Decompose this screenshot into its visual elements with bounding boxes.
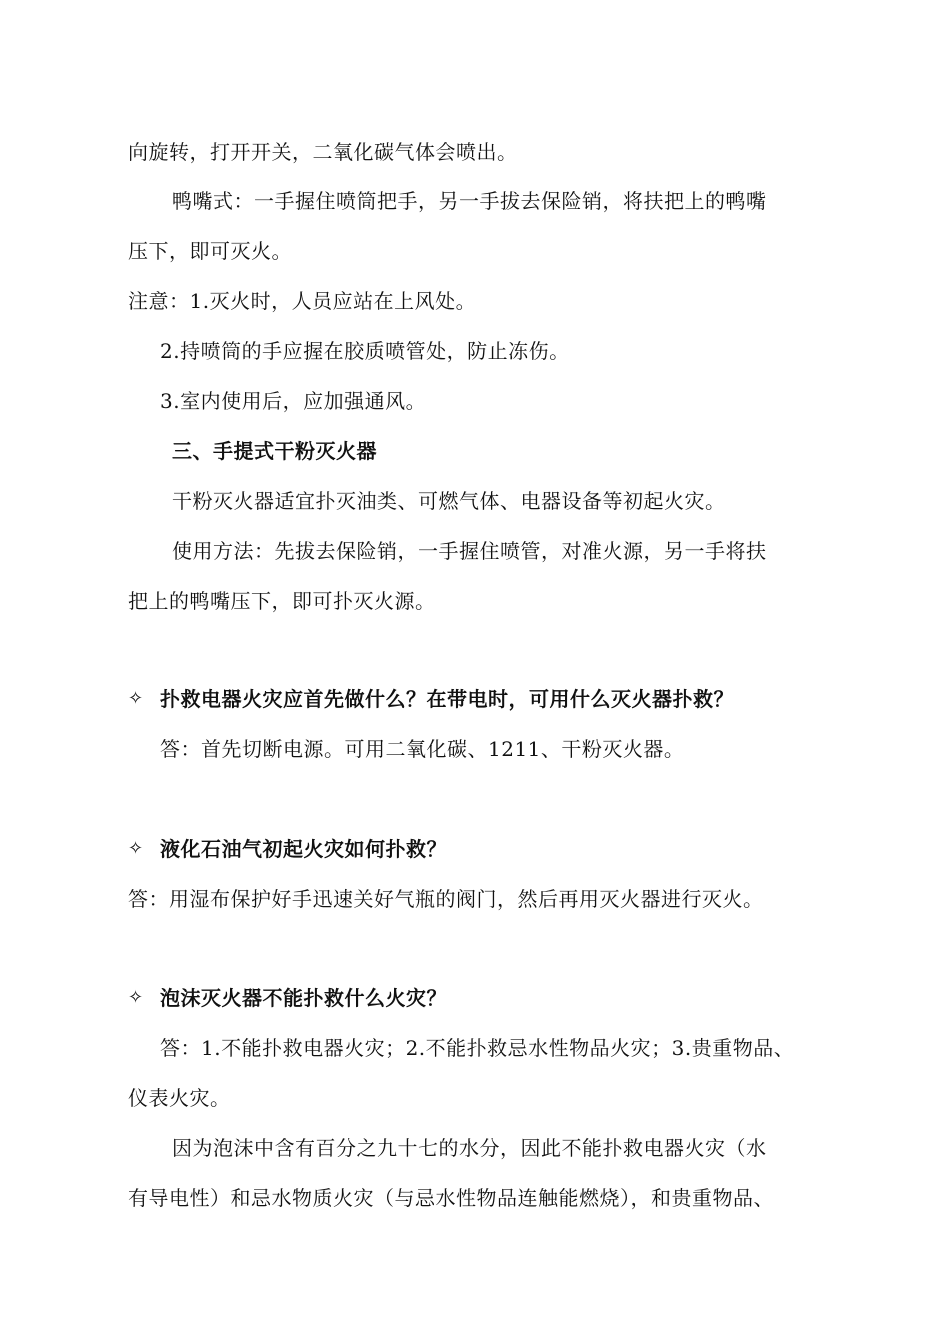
four-pointed-star-icon: ✧ [128,838,144,859]
paragraph-line: 有导电性）和忌水物质火灾（与忌水性物品连触能燃烧），和贵重物品、 [128,1186,774,1210]
question-item [128,835,447,863]
section-heading: 三、手提式干粉灭火器 [172,439,377,463]
answer-line: 答：用湿布保护好手迅速关好气瓶的阀门，然后再用灭火器进行灭火。 [128,887,764,911]
answer-line: 仪表火灾。 [128,1086,231,1110]
paragraph-line: 干粉灭火器适宜扑灭油类、可燃气体、电器设备等初起火灾。 [172,489,726,513]
note-line: 2.持喷筒的手应握在胶质喷管处，防止冻伤。 [160,339,570,363]
question-text: 泡沫灭火器不能扑救什么火灾？ [160,986,447,1010]
note-line: 注意：1.灭火时，人员应站在上风处。 [128,289,477,313]
note-line: 3.室内使用后，应加强通风。 [160,389,427,413]
question-text: 液化石油气初起火灾如何扑救？ [160,837,447,861]
question-item [128,984,447,1012]
paragraph-line: 把上的鸭嘴压下，即可扑灭火源。 [128,589,436,613]
answer-line: 答：1.不能扑救电器火灾；2.不能扑救忌水性物品火灾；3.贵重物品、 [160,1036,795,1060]
answer-line: 答：首先切断电源。可用二氧化碳、1211、干粉灭火器。 [160,737,685,761]
paragraph-line: 使用方法：先拔去保险销，一手握住喷管，对准火源，另一手将扶 [172,539,767,563]
question-text: 扑救电器火灾应首先做什么？在带电时，可用什么灭火器扑救？ [160,687,734,711]
paragraph-line: 鸭嘴式：一手握住喷筒把手，另一手拔去保险销，将扶把上的鸭嘴 [172,189,767,213]
question-item [128,685,734,713]
four-pointed-star-icon: ✧ [128,688,144,709]
paragraph-line: 因为泡沫中含有百分之九十七的水分，因此不能扑救电器火灾（水 [172,1136,767,1160]
paragraph-line: 压下，即可灭火。 [128,239,292,263]
four-pointed-star-icon: ✧ [128,987,144,1008]
paragraph-line: 向旋转，打开开关，二氧化碳气体会喷出。 [128,140,518,164]
